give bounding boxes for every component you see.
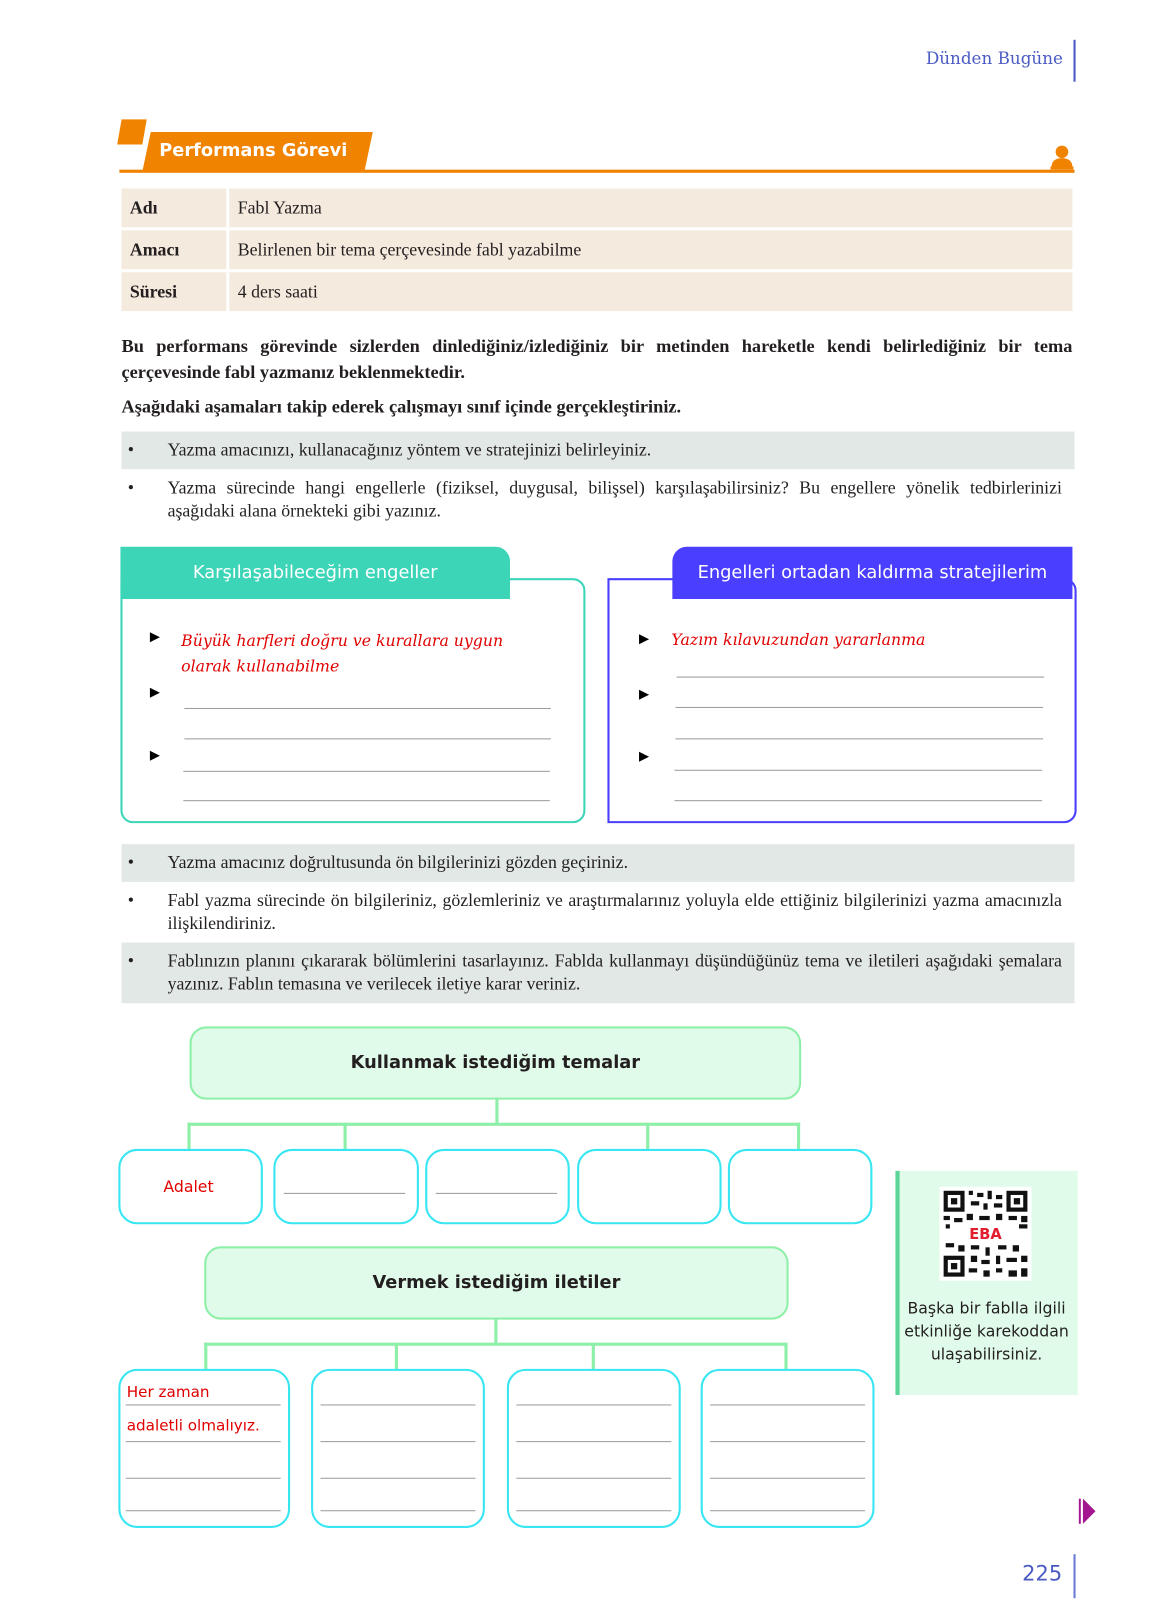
list-item	[121, 844, 1074, 882]
answer-line[interactable]	[126, 1441, 281, 1442]
instruction-paragraph: Aşağıdaki aşamaları takip ederek çalışmayı sınıf içinde gerçekleştiriniz.	[121, 395, 682, 417]
strategies-box	[607, 578, 1076, 823]
message-example-line-1: Her zaman	[126, 1384, 210, 1402]
connector-line	[495, 1098, 498, 1125]
obstacles-title: Karşılaşabileceğim engeller	[120, 547, 510, 599]
performance-task-label: Performans Görevi	[159, 140, 348, 162]
answer-line[interactable]	[126, 1510, 281, 1511]
table-row	[121, 230, 1072, 269]
list-item-text: Yazma amacınızı, kullanacağınız yöntem ve stratejinizi belirleyiniz.	[167, 439, 652, 460]
answer-line[interactable]	[320, 1441, 475, 1442]
connector-line	[204, 1343, 786, 1346]
running-title: Dünden Bugüne	[925, 48, 1063, 69]
intro-paragraph: Bu performans görevinde sizlerden dinlediğiniz/izlediğiniz bir metinden hareketle kendi belirlediğiniz bir tema çerçevesinde fabl yazmanız beklenmektedir.	[121, 335, 1073, 383]
bullet-dot: •	[127, 477, 135, 498]
theme-box[interactable]	[728, 1149, 873, 1224]
list-item	[121, 882, 1074, 943]
qr-caption: Başka bir fablla ilgili etkinliğe karekoddan ulaşabilirsiniz.	[904, 1298, 1069, 1364]
answer-line[interactable]	[710, 1510, 865, 1511]
list-item-text: Fablınızın planını çıkararak bölümlerini tasarlayınız. Fablda kullanmayı düşündüğünüz tema ve iletileri aşağıdaki şemalara yazınız. Fablın temasına ve verilecek iletiye karar veriniz.	[167, 950, 1062, 994]
answer-line[interactable]	[320, 1510, 475, 1511]
row-key: Amacı	[121, 230, 229, 269]
answer-line[interactable]	[676, 707, 1044, 708]
bullet-dot: •	[127, 890, 135, 911]
connector-line	[204, 1343, 207, 1370]
arrow-bullet-icon: ►	[635, 685, 653, 704]
answer-line[interactable]	[674, 770, 1042, 771]
answer-line[interactable]	[183, 800, 550, 801]
arrow-bullet-icon: ►	[146, 628, 164, 647]
answer-line[interactable]	[516, 1478, 671, 1479]
row-key: Süresi	[121, 272, 229, 311]
bullet-dot: •	[127, 439, 135, 460]
answer-line[interactable]	[284, 1193, 405, 1194]
message-example-line-2: adaletli olmalıyız.	[126, 1418, 260, 1435]
bullet-dot: •	[127, 950, 135, 971]
row-value: Fabl Yazma	[229, 189, 1072, 228]
connector-line	[592, 1343, 595, 1370]
connector-line	[797, 1123, 800, 1150]
row-value: Belirlenen bir tema çerçevesinde fabl yazabilme	[229, 230, 1072, 269]
list-item-text: Fabl yazma sürecinde ön bilgileriniz, gözlemleriniz ve araştırmalarınız yoluyla elde ettiğiniz bilgilerinizi yazma amacınızla ilişkilendiriniz.	[167, 890, 1062, 934]
connector-line	[494, 1318, 497, 1345]
banner-rule	[119, 170, 1074, 173]
answer-line[interactable]	[676, 738, 1044, 739]
arrow-bullet-icon: ►	[635, 630, 653, 649]
bullet-dot: •	[127, 852, 135, 873]
theme-example: Adalet	[163, 1177, 214, 1197]
eba-logo-text: EBA	[969, 1225, 1002, 1243]
answer-line[interactable]	[710, 1404, 865, 1405]
obstacle-example: Büyük harfleri doğru ve kurallara uygun olarak kullanabilme	[181, 631, 504, 676]
arrow-bullet-icon: ►	[635, 747, 653, 766]
answer-line[interactable]	[183, 771, 550, 772]
person-icon	[1050, 145, 1073, 170]
answer-line[interactable]	[320, 1404, 475, 1405]
answer-line[interactable]	[710, 1441, 865, 1442]
qr-code-icon[interactable]	[939, 1187, 1031, 1281]
answer-line[interactable]	[126, 1404, 281, 1405]
answer-line[interactable]	[710, 1478, 865, 1479]
message-box[interactable]	[311, 1369, 485, 1528]
list-item	[121, 431, 1074, 469]
messages-header-box: Vermek istediğim iletiler	[204, 1246, 788, 1319]
banner-accent-square	[117, 119, 147, 144]
answer-line[interactable]	[677, 677, 1045, 678]
answer-line[interactable]	[436, 1193, 557, 1194]
answer-line[interactable]	[320, 1478, 475, 1479]
theme-box[interactable]	[577, 1149, 722, 1224]
connector-line	[784, 1343, 787, 1370]
table-row	[121, 189, 1072, 228]
answer-line[interactable]	[516, 1404, 671, 1405]
list-item-text: Yazma amacınız doğrultusunda ön bilgilerinizi gözden geçiriniz.	[167, 852, 629, 873]
answer-line[interactable]	[184, 708, 551, 709]
answer-line[interactable]	[184, 738, 551, 739]
answer-line[interactable]	[516, 1441, 671, 1442]
next-page-arrow-icon[interactable]	[1079, 1498, 1096, 1525]
message-box[interactable]	[507, 1369, 681, 1528]
strategies-title: Engelleri ortadan kaldırma stratejilerim	[672, 547, 1072, 599]
obstacles-box	[120, 578, 585, 823]
theme-box[interactable]	[273, 1149, 419, 1224]
list-item-text: Yazma sürecinde hangi engellerle (fiziksel, duygusal, bilişsel) karşılaşabilirsiniz? Bu engellere yönelik tedbirlerinizi aşağıdaki alana örnekteki gibi yazınız.	[167, 477, 1062, 521]
page-number: 225	[1022, 1560, 1063, 1586]
connector-line	[395, 1343, 398, 1370]
answer-line[interactable]	[516, 1510, 671, 1511]
bullet-list-top	[121, 431, 1074, 529]
theme-box[interactable]	[425, 1149, 570, 1224]
header-rule	[1073, 40, 1075, 82]
answer-line[interactable]	[674, 800, 1042, 801]
list-item	[121, 943, 1074, 1004]
footer-rule	[1073, 1554, 1075, 1598]
table-row	[121, 272, 1072, 311]
connector-line	[646, 1123, 649, 1150]
message-box[interactable]	[701, 1369, 875, 1528]
connector-line	[187, 1123, 190, 1150]
bullet-list-bottom	[121, 844, 1074, 1003]
connector-line	[187, 1123, 800, 1126]
arrow-bullet-icon: ►	[146, 746, 164, 765]
task-info-table	[121, 185, 1072, 314]
strategy-example: Yazım kılavuzundan yararlanma	[671, 630, 926, 650]
arrow-bullet-icon: ►	[146, 683, 164, 702]
row-value: 4 ders saati	[229, 272, 1072, 311]
list-item	[121, 469, 1074, 530]
themes-header-box: Kullanmak istediğim temalar	[190, 1026, 802, 1099]
answer-line[interactable]	[126, 1478, 281, 1479]
row-key: Adı	[121, 189, 229, 228]
connector-line	[344, 1123, 347, 1150]
